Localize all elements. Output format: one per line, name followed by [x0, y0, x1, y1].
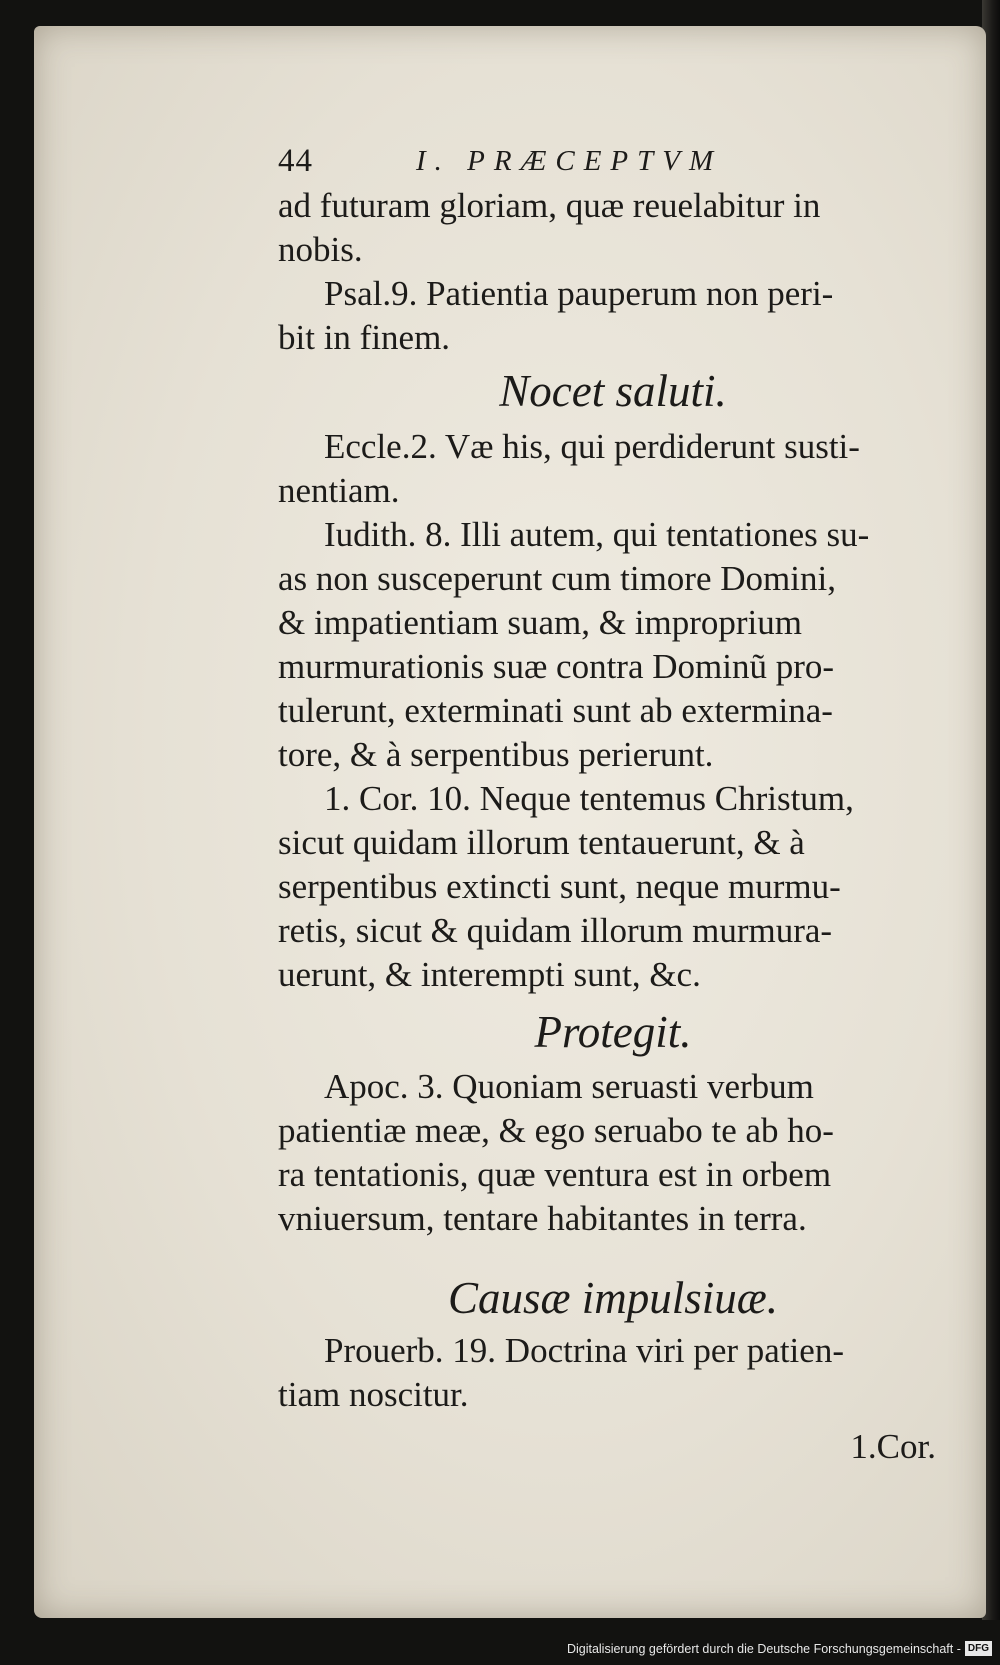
text-line: nentiam. [278, 471, 400, 510]
text-line: murmurationis suæ contra Dominũ pro- [278, 647, 835, 686]
text-block [278, 138, 948, 1469]
text-line: Iudith. 8. Illi autem, qui tentationes su- [324, 515, 870, 554]
text-line: bit in finem. [278, 318, 451, 357]
catchword: 1.Cor. [850, 1427, 936, 1466]
text-line: sicut quidam illorum tentauerunt, & à [278, 823, 805, 862]
text-line: 1. Cor. 10. Neque tentemus Christum, [324, 779, 854, 818]
text-line: retis, sicut & quidam illorum murmura- [278, 911, 833, 950]
dfg-logo: DFG [965, 1641, 992, 1656]
header-title: I. PRÆCEPTVM [416, 145, 723, 177]
running-head [278, 138, 948, 184]
digitization-credit [567, 1641, 992, 1656]
text-line: Apoc. 3. Quoniam seruasti verbum [324, 1067, 814, 1106]
text-line: nobis. [278, 230, 363, 269]
text-line: & impatientiam suam, & improprium [278, 603, 802, 642]
section-heading: Causæ impulsiuæ. [447, 1273, 779, 1323]
text-line: serpentibus extincti sunt, neque murmu- [278, 867, 841, 906]
text-line: as non susceperunt cum timore Domini, [278, 559, 836, 598]
section-heading: Nocet saluti. [499, 366, 727, 416]
text-line: uerunt, & interempti sunt, &c. [278, 955, 701, 994]
text-line: ra tentationis, quæ ventura est in orbem [278, 1155, 832, 1194]
book-page [34, 26, 986, 1618]
page-number: 44 [278, 143, 313, 179]
text-line: Prouerb. 19. Doctrina viri per patien- [324, 1331, 844, 1370]
credit-text: Digitalisierung gefördert durch die Deutsche Forschungsgemeinschaft - [566, 1641, 961, 1656]
text-line: tulerunt, exterminati sunt ab extermina- [278, 691, 833, 730]
text-line: ad futuram gloriam, quæ reuelabitur in [278, 186, 821, 225]
section-heading: Protegit. [534, 1007, 692, 1057]
text-line: Psal.9. Patientia pauperum non peri- [324, 274, 834, 313]
text-line: Eccle.2. Væ his, qui perdiderunt susti- [324, 427, 860, 466]
text-line: tore, & à serpentibus perierunt. [278, 735, 714, 774]
text-line: vniuersum, tentare habitantes in terra. [278, 1199, 807, 1238]
text-line: tiam noscitur. [278, 1375, 469, 1414]
text-line: patientiæ meæ, & ego seruabo te ab ho- [278, 1111, 834, 1150]
